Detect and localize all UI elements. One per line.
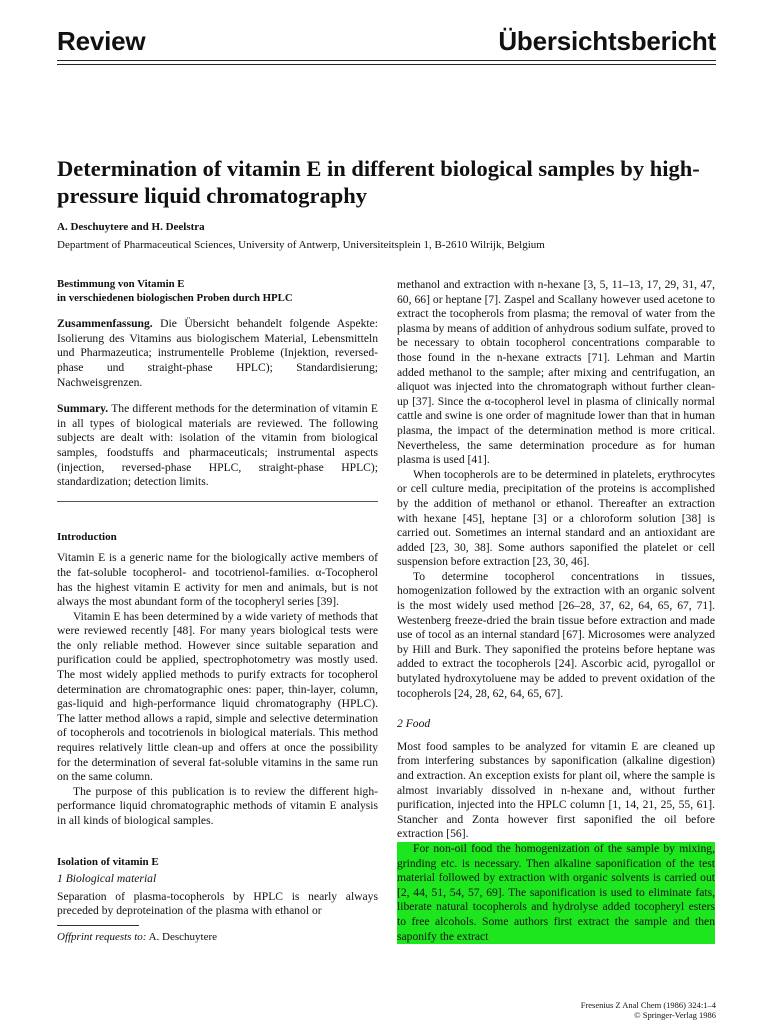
summary-lead: Summary. <box>57 402 109 416</box>
food-paragraph-2-highlighted: For non-oil food the homogenization of the sample by mixing, grinding etc. is necessary. Then alkaline saponification of the test material followed by extraction with organic solvents is carried out [2, 44, 51, 54, 57, 69]. The saponification is used to eliminate fats, liberate natural tocopherols and hydrolyse added tocopheryl esters to free alcohols. Some authors first extract the sample and then saponify the extract <box>397 841 715 943</box>
intro-paragraph-2: Vitamin E has been determined by a wide variety of methods that were reviewed recently [48]. For many years biological tests were the only reliable method. However since suitable separation and purification could be applied, spectrophotometry was mostly used. The most widely applied methods to purify extracts for tocopherol determination are chromatographic ones: paper, thin-layer, column, gas-liquid and high-performance liquid chromatography (HPLC). The latter method allows a rapid, simple and selective determination of tocopherols and tocotrienols in biological materials. This method requires relatively little clean-up and offers at once the possibility for the determination of several fat-soluble vitamins in the same run on the same column. <box>57 609 378 784</box>
abstract-separator <box>57 501 378 502</box>
footnote-label: Offprint requests to: <box>57 930 147 943</box>
intro-paragraph-1: Vitamin E is a generic name for the biologically active members of the fat-soluble tocopherol- and tocotrienol-families. α-Tocopherol has the highest vitamin E activity for men and animals, but is not always the most abundant form of the tocopheryl series [39]. <box>57 551 378 609</box>
right-paragraph-1: methanol and extraction with n-hexane [3, 5, 11–13, 17, 29, 31, 47, 60, 66] or heptane [7]. Zaspel and Scallany however used acetone to extract the tocopherols from plasma; the removal of water from the plasma by means of addition of anhydrous sodium sulfate, proved to be necessary to obtain tocopherol concentrations comparable to those found in the n-hexane extracts [71]. Lehman and Martin added methanol to the sample; after mixing and centrifugation, an aliquot was injected into the chromatograph without further clean-up [37]. Since the α-tocopherol level in plasma of clinically normal cattle and swine is one order of magnitude lower than that in human plasma, the impact of the determination method is more critical. Nevertheless, the same determination procedure as for human plasma is used [41]. <box>397 278 715 467</box>
right-paragraph-3: To determine tocopherol concentrations in tissues, homogenization followed by the extraction with an organic solvent is the most widely used method [26–28, 37, 62, 64, 65, 67, 71]. Westenberg freeze-dried the brain tissue before extraction and made use of tocol as an internal standard [67]. Microsomes were analyzed by Hill and Burk. They saponified the proteins before heptane was added to extract the tocopherols [24]. Ascorbic acid, pyrogallol or butylated hydroxytoluene may be added to prevent oxidation of the tocopherols [24, 28, 62, 64, 65, 67]. <box>397 569 715 700</box>
isolation-paragraph-1: Separation of plasma-tocopherols by HPLC is nearly always preceded by deproteination of the plasma with ethanol or <box>57 889 378 918</box>
intro-paragraph-3: The purpose of this publication is to review the different high-performance liquid chromatographic methods of vitamin E analysis in all kinds of biological samples. <box>57 784 378 827</box>
article-title: Determination of vitamin E in different biological samples by high-pressure liquid chromatography <box>57 156 700 208</box>
journal-copyright: © Springer-Verlag 1986 <box>634 1010 716 1020</box>
header-rule-bottom <box>57 64 716 65</box>
summary-abstract <box>57 402 378 490</box>
german-title-line2: in verschiedenen biologischen Proben durch HPLC <box>57 291 293 304</box>
german-title <box>57 278 378 305</box>
german-abstract-text: Die Übersicht behandelt folgende Aspekte: Isolierung des Vitamins aus biologischem Material, Lebensmitteln und Pharmazeutica; instrumentelle Probleme (Injektion, reversed-phase und straight-phase HPLC); Standardisierung; Nachweisgrenzen. <box>57 317 378 389</box>
footnote-rule <box>57 925 139 926</box>
subheading-biological-material: 1 Biological material <box>57 872 157 886</box>
header-rule-top <box>57 60 716 61</box>
journal-citation: Fresenius Z Anal Chem (1986) 324:1–4 <box>580 1000 716 1010</box>
section-label-german: Übersichtsbericht <box>498 26 716 56</box>
german-title-line1: Bestimmung von Vitamin E <box>57 278 185 290</box>
footnote <box>57 930 378 945</box>
article-authors: A. Deschuytere and H. Deelstra <box>57 221 205 233</box>
journal-footer <box>581 1000 716 1020</box>
heading-isolation: Isolation of vitamin E <box>57 855 159 868</box>
right-paragraph-2: When tocopherols are to be determined in platelets, erythrocytes or cell culture media, precipitation of the proteins is accomplished by the addition of methanol or ethanol. Thereafter an extraction with hexane [45], heptane [3] or a chloroform solution [38] is carried out. Sometimes an internal standard and an antioxidant are added [23, 30, 38]. Some authors saponified the platelet or cell suspension before extraction [23, 30, 46]. <box>397 467 715 569</box>
heading-introduction: Introduction <box>57 530 117 543</box>
subheading-food: 2 Food <box>397 717 431 731</box>
article-affiliation: Department of Pharmaceutical Sciences, University of Antwerp, Universiteitsplein 1, B-2610 Wilrijk, Belgium <box>57 239 545 251</box>
german-abstract <box>57 317 378 390</box>
footnote-name: A. Deschuytere <box>146 930 217 943</box>
section-label-review: Review <box>57 26 146 56</box>
german-abstract-lead: Zusammenfassung. <box>57 317 153 331</box>
food-paragraph-1: Most food samples to be analyzed for vitamin E are cleaned up from interfering substances by saponification (alkaline digestion) and extraction. An exception exists for plant oil, where the sample is almost invariably dissolved in n-hexane and, without further purification, injected into the HPLC column [1, 14, 21, 25, 55, 61]. Stancher and Zonta however first saponified the oil before extraction [56]. <box>397 739 715 841</box>
right-column <box>397 278 715 944</box>
left-column <box>57 278 378 945</box>
summary-text: The different methods for the determination of vitamin E in all types of biological materials are reviewed. The following subjects are dealt with: isolation of the vitamin from biological samples, foodstuffs and pharmaceuticals; instrumental aspects (injection, reversed-phase HPLC, straight-phase HPLC); standardization; detection limits. <box>57 402 378 489</box>
